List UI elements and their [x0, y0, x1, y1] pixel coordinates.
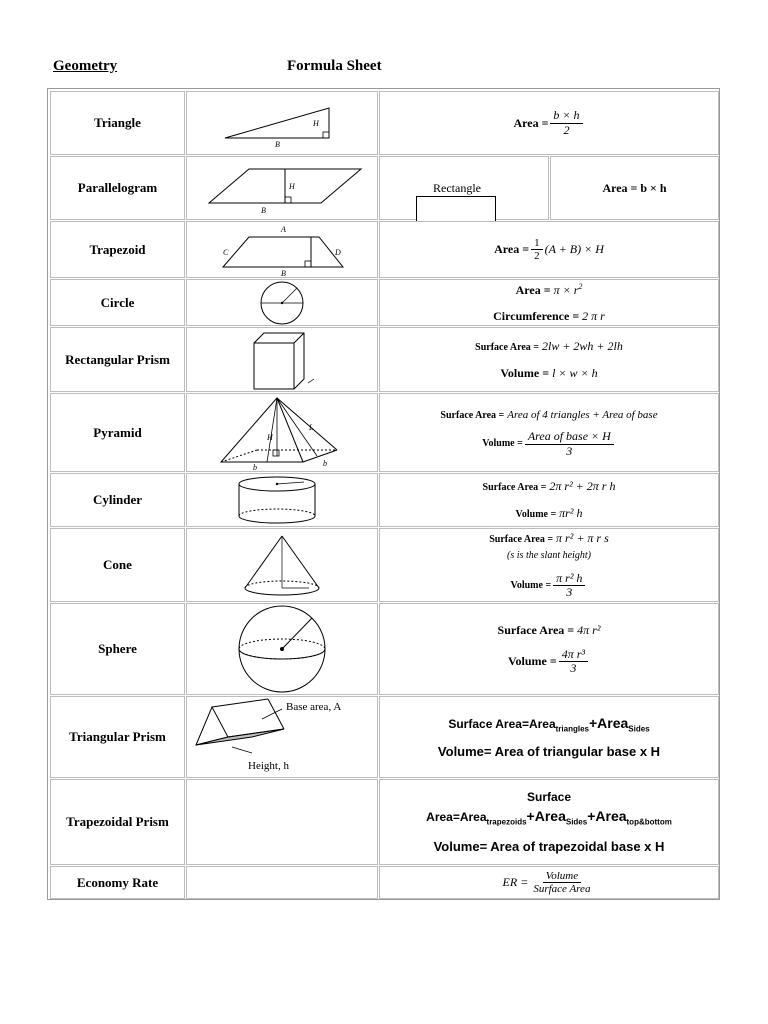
row-name-triangular-prism: Triangular Prism — [50, 696, 185, 778]
cone-figure — [186, 528, 378, 602]
fig-label-base-area: Base area, A — [286, 701, 342, 713]
row-name-circle: Circle — [50, 279, 185, 326]
svg-text:H: H — [267, 432, 273, 442]
circle-figure — [186, 279, 378, 326]
fig-label-b: B — [275, 140, 280, 148]
row-name-pyramid: Pyramid — [50, 393, 185, 472]
triangular-prism-icon — [192, 697, 372, 777]
formula-num: b × h — [550, 109, 582, 123]
trapezoid-icon — [207, 223, 357, 277]
sheet-subtitle: Formula Sheet — [287, 58, 382, 74]
fig-label-h: H — [289, 182, 295, 191]
fig-label-d: D — [335, 247, 341, 257]
parallelogram-formula: Area = b × h — [550, 156, 719, 220]
trapezoidal-prism-figure — [186, 779, 378, 865]
pyramid-formulas: Surface Area = Area of 4 triangles + Area of base Volume = $\frac{\text{Area of base × H}}{3}$ — [379, 393, 719, 472]
rectangle-cell — [379, 156, 549, 220]
parallelogram-icon — [197, 161, 367, 215]
triangle-icon — [217, 98, 347, 148]
trapezoidal-prism-formulas: Surface Area=Area$_{trapezoids}$+Area$_{Sides}$+Area$_{top\&bottom}$ Volume= Area of trapezoidal base x H — [379, 779, 719, 865]
triangle-formula — [379, 91, 719, 155]
fig-label-height: Height, h — [248, 760, 289, 772]
triangular-prism-figure — [186, 696, 378, 778]
slant-note: (s is the slant height) — [507, 549, 591, 561]
fig-label-c: C — [223, 247, 229, 257]
row-name-cylinder: Cylinder — [50, 473, 185, 527]
sphere-icon — [222, 604, 342, 694]
economy-rate-formula: ER = $\frac{\text{Volume}}{\text{Surface Area}}$ — [379, 866, 719, 899]
circle-formulas: Area = $\pi \times r^2$ Circumference = 2 π r — [379, 279, 719, 326]
row-name-cone: Cone — [50, 528, 185, 602]
cylinder-icon — [232, 474, 332, 526]
rectangular-prism-formulas: Surface Area = 2lw + 2wh + 2lh Volume = l × w × h — [379, 327, 719, 392]
cylinder-figure — [186, 473, 378, 527]
sheet-title: Geometry — [53, 58, 118, 74]
row-name-trapezoid: Trapezoid — [50, 221, 185, 278]
fig-label-a: A — [281, 224, 286, 234]
rectangle-label: Rectangle — [433, 181, 481, 195]
cone-icon — [237, 532, 327, 598]
fig-label-b: B — [261, 206, 266, 215]
row-name-sphere: Sphere — [50, 603, 185, 695]
fig-label-b: B — [281, 268, 286, 277]
pyramid-figure — [186, 393, 378, 472]
economy-rate-figure — [186, 866, 378, 899]
cone-formulas: Surface Area = π r² + π r s (s is the slant height) Volume = $\frac{\text{π r² h}}{3}$ — [379, 528, 719, 602]
rectangular-prism-icon — [242, 329, 322, 391]
pyramid-icon — [217, 394, 347, 472]
row-name-economy-rate: Economy Rate — [50, 866, 185, 899]
row-name-parallelogram: Parallelogram — [50, 156, 185, 220]
svg-text:b: b — [323, 458, 327, 468]
svg-text:L: L — [309, 422, 314, 432]
trapezoid-figure — [186, 221, 378, 278]
parallelogram-figure — [186, 156, 378, 220]
rectangular-prism-figure — [186, 327, 378, 392]
formula-den: 2 — [563, 122, 570, 137]
svg-text:b: b — [253, 462, 257, 472]
fig-label-h: H — [313, 119, 319, 128]
formula-table — [47, 88, 720, 900]
triangular-prism-formulas: Surface Area=Area$_{triangles}$+Area$_{Sides}$ Volume= Area of triangular base x H — [379, 696, 719, 778]
sphere-figure — [186, 603, 378, 695]
sphere-formulas: Surface Area = 4π r² Volume = $\frac{\text{4π r³}}{3}$ — [379, 603, 719, 695]
row-name-rectangular-prism: Rectangular Prism — [50, 327, 185, 392]
triangle-figure — [186, 91, 378, 155]
cylinder-formulas: Surface Area = 2π r² + 2π r h Volume = πr² h — [379, 473, 719, 527]
circle-icon — [247, 280, 317, 326]
row-name-trapezoidal-prism: Trapezoidal Prism — [50, 779, 185, 865]
trapezoid-formula: Area = $\frac{1}{2}$ (A + B) × H — [379, 221, 719, 278]
row-name-triangle: Triangle — [50, 91, 185, 155]
formula-prefix: Area = — [513, 115, 549, 130]
